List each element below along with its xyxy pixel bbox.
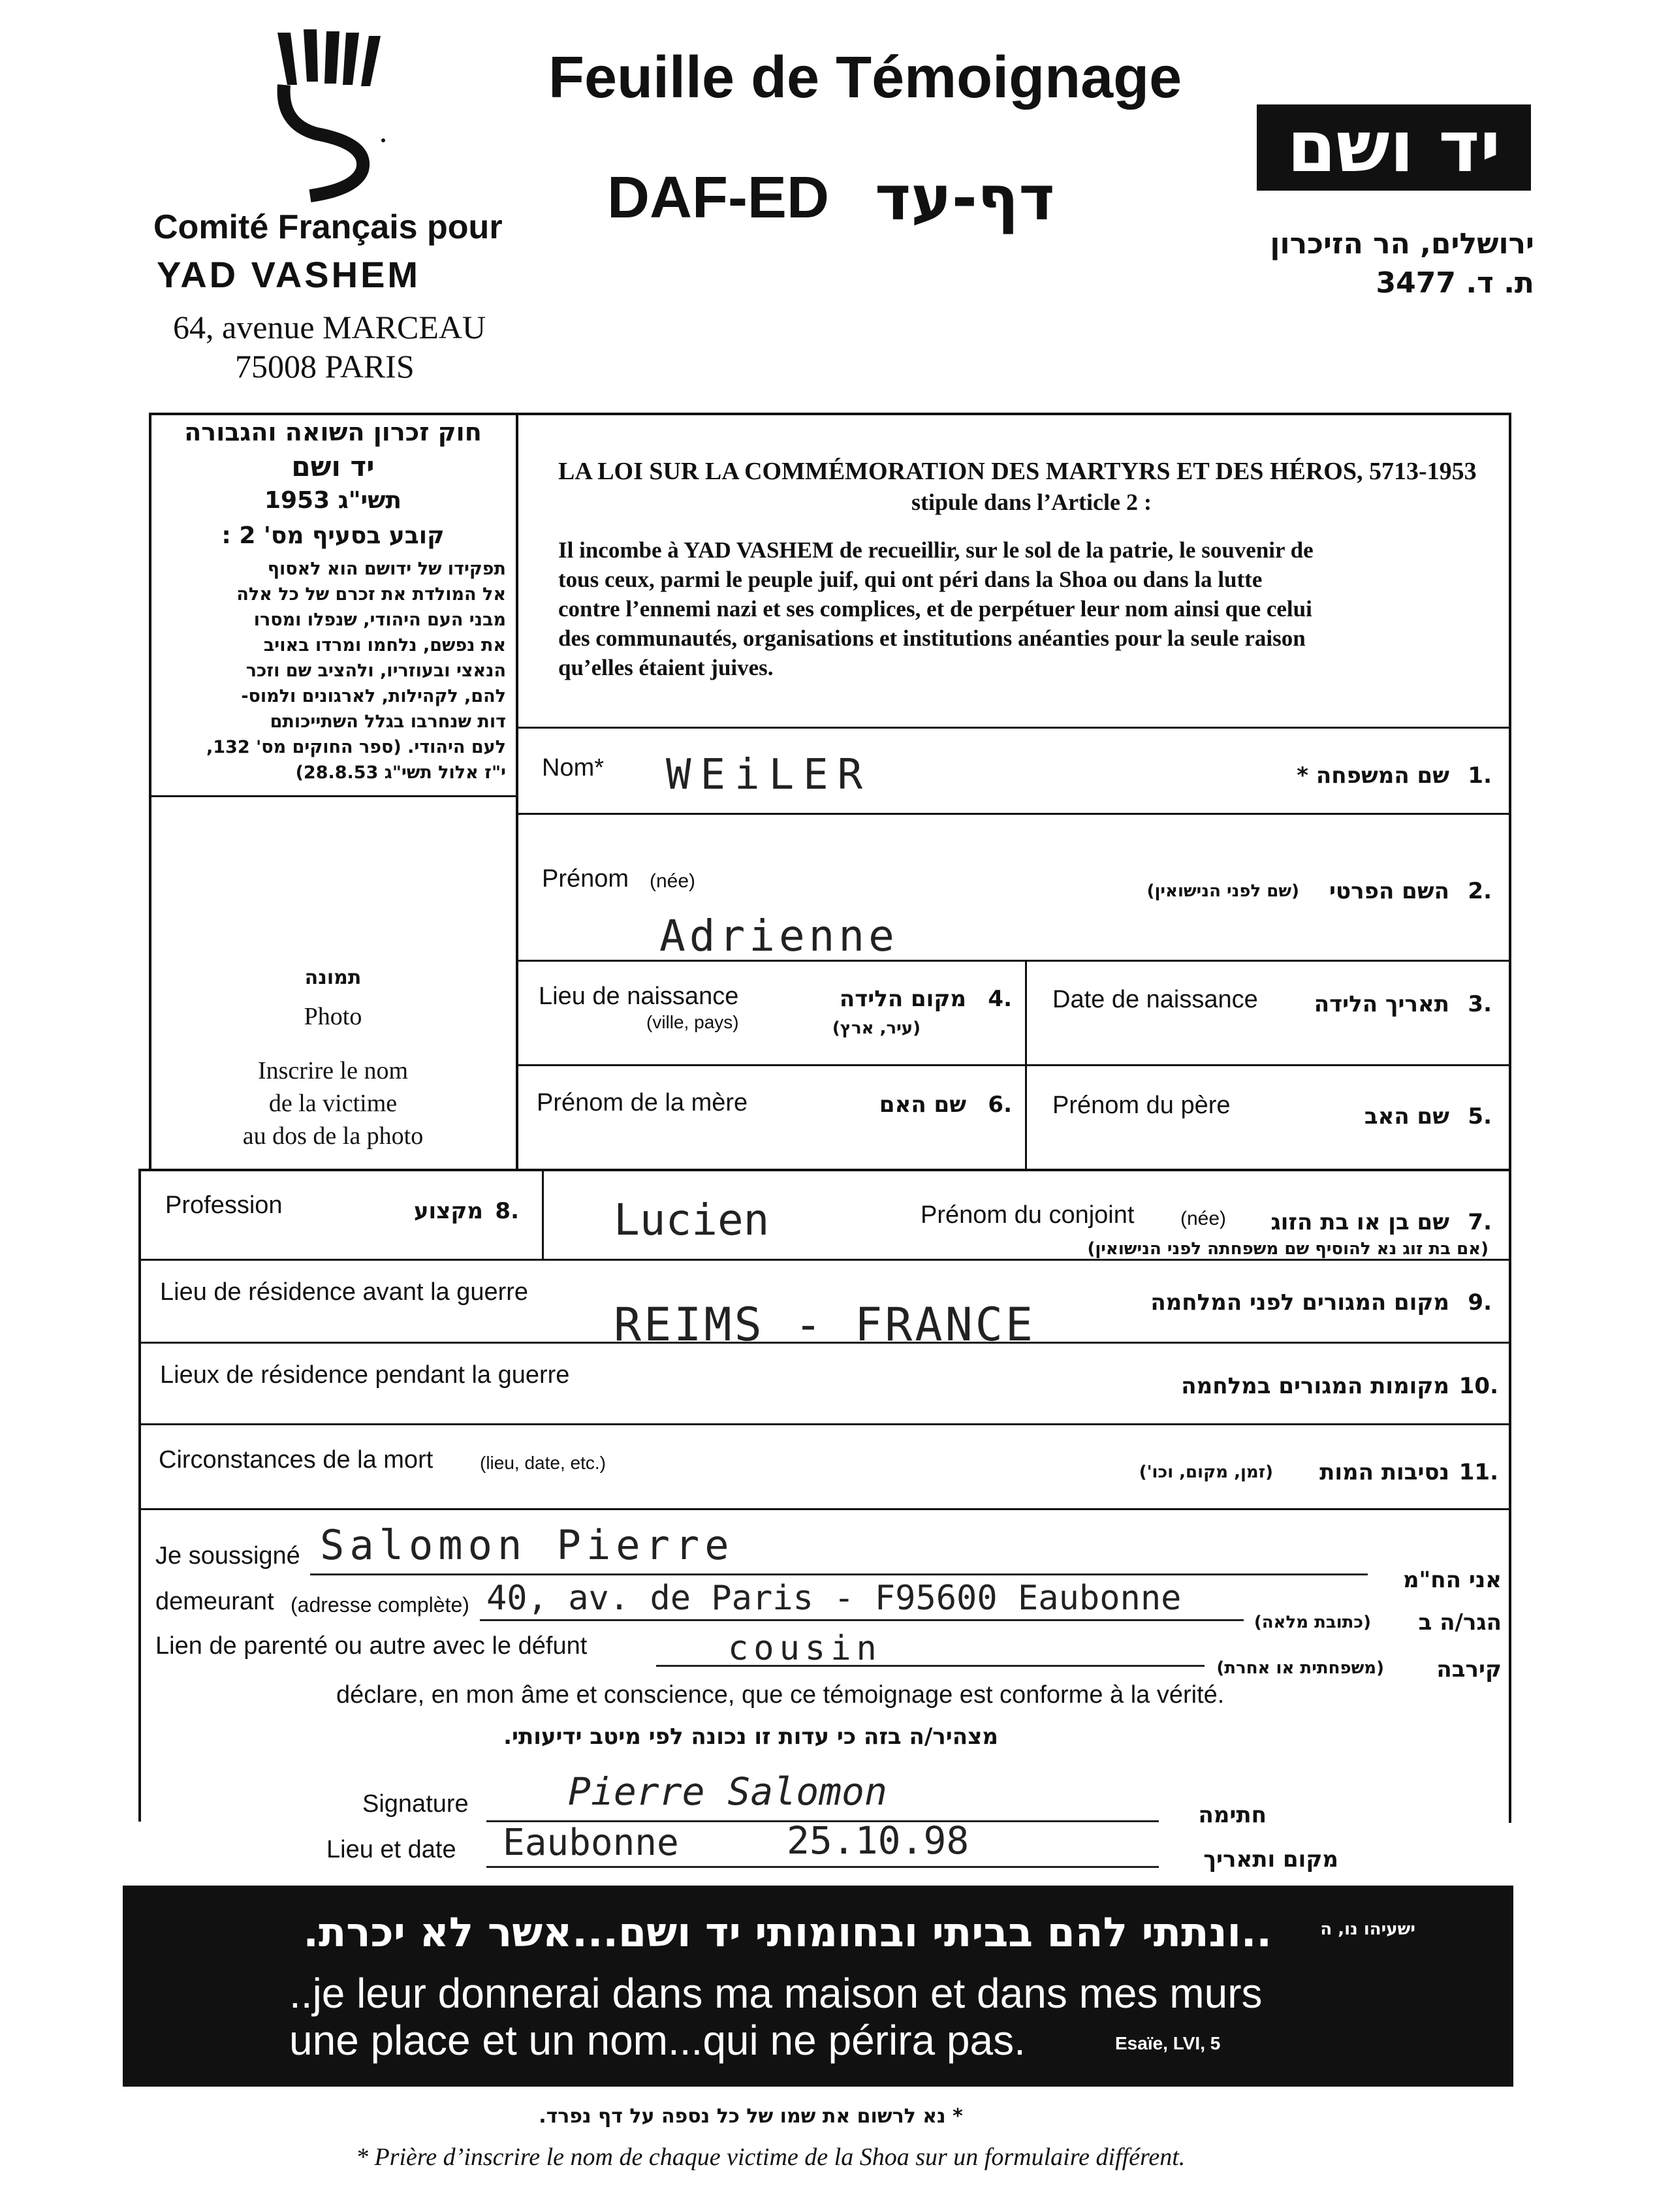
law-body-line: דות שנחרבו בגלל השתייכותם xyxy=(270,712,506,732)
committee-line1: Comité Français pour xyxy=(153,208,503,246)
photo-label: Photo xyxy=(304,1003,362,1030)
law-body-line: הנאצי ובעוזריו, ולהציב שם וזכר xyxy=(245,661,506,681)
mort-hebrew: נסיבות המות xyxy=(1319,1459,1449,1485)
nom-value[interactable]: WEiLER xyxy=(666,751,872,799)
law-fr-line: qu’elles étaient juives. xyxy=(558,655,774,680)
lieu-naissance-hebrew: מקום הלידה xyxy=(839,986,966,1012)
lieu-date-label: Lieu et date xyxy=(326,1836,456,1863)
conjoint-num: .7 xyxy=(1468,1209,1492,1235)
prenom-label: Prénom xyxy=(542,865,629,893)
lieu-date-place[interactable]: Eaubonne xyxy=(503,1822,679,1864)
soussigne-label: Je soussigné xyxy=(155,1542,300,1570)
mort-sub: (lieu, date, etc.) xyxy=(480,1453,606,1473)
law-hebrew-body xyxy=(160,556,506,785)
avant-guerre-value[interactable]: REIMS - FRANCE xyxy=(614,1298,1036,1351)
date-naissance-label: Date de naissance xyxy=(1052,986,1258,1013)
pendant-guerre-num: .10 xyxy=(1458,1373,1498,1399)
law-hebrew-line4: קובע בסעיף מס' 2 : xyxy=(221,522,445,549)
demeurant-hebrew-sub: (כתובת מלאה) xyxy=(1253,1613,1371,1632)
lien-value[interactable]: cousin xyxy=(728,1629,882,1668)
banner-french-line2: une place et un nom...qui ne périra pas. xyxy=(289,2017,1026,2064)
law-body-line: י"ז אלול תשי"ג 28.8.53) xyxy=(295,763,506,783)
lien-hebrew: קירבה xyxy=(1436,1656,1502,1683)
declare-hebrew: מצהיר/ה בזה כי עדות זו נכונה לפי מיטב ידיעותי. xyxy=(503,1724,998,1750)
daf-ed-hebrew: דף-עד xyxy=(875,163,1055,234)
banner-french-line1: ..je leur donnerai dans ma maison et dans mes murs xyxy=(289,1970,1263,2017)
photo-note2: de la victime xyxy=(268,1090,398,1117)
banner-hebrew-ref: ישעיהו נו, ה xyxy=(1320,1920,1415,1939)
committee-line2: YAD VASHEM xyxy=(157,254,421,295)
pendant-guerre-hebrew: מקומות המגורים במלחמה xyxy=(1181,1373,1449,1399)
lieu-naissance-label: Lieu de naissance xyxy=(539,983,739,1010)
mort-label: Circonstances de la mort xyxy=(159,1446,433,1474)
nom-hebrew: שם המשפחה * xyxy=(1297,763,1449,789)
lieu-date-hebrew: מקום ותאריך xyxy=(1203,1846,1338,1872)
footer-french-note: * Prière d’inscrire le nom de chaque victime de la Shoa sur un formulaire différent. xyxy=(356,2143,1186,2171)
law-hebrew-line1: חוק זכרון השואה והגבורה xyxy=(184,418,482,447)
lieu-naissance-num: .4 xyxy=(988,986,1012,1012)
conjoint-nee: (née) xyxy=(1180,1208,1227,1229)
verse-banner xyxy=(123,1886,1513,2087)
date-naissance-num: .3 xyxy=(1468,991,1492,1017)
lieu-naissance-hebrew-sub: (עיר, ארץ) xyxy=(832,1019,921,1038)
lien-hebrew-sub: (משפחתית או אחרת) xyxy=(1216,1658,1384,1678)
pere-hebrew: שם האב xyxy=(1364,1103,1449,1130)
law-body-line: תפקידו של ידושם הוא לאסוף xyxy=(267,559,506,579)
law-body-line: אל המולדת את זכרם של כל אלה xyxy=(236,584,506,605)
profession-num: .8 xyxy=(495,1198,519,1224)
demeurant-sub: (adresse complète) xyxy=(291,1593,469,1617)
daf-ed-label: DAF-ED xyxy=(607,165,829,230)
banner-french-ref: Esaïe, LVI, 5 xyxy=(1115,2033,1221,2053)
pobox-line: ת. ד. 3477 xyxy=(1376,266,1534,300)
signature-hebrew: חתימה xyxy=(1198,1802,1267,1828)
demeurant-value[interactable]: 40, av. de Paris - F95600 Eaubonne xyxy=(486,1579,1182,1618)
profession-hebrew: מקצוע xyxy=(413,1198,483,1224)
conjoint-hebrew: שם בן או בת הזוג xyxy=(1270,1209,1449,1235)
banner-hebrew-verse: ..ונתתי להם בביתי ובחומותי יד ושם...אשר לא יכרת. xyxy=(303,1908,1272,1956)
law-fr-line: Il incombe à YAD VASHEM de recueillir, sur le sol de la patrie, le souvenir de xyxy=(558,537,1314,563)
law-fr-line: tous ceux, parmi le peuple juif, qui ont péri dans la Shoa ou dans la lutte xyxy=(558,567,1263,592)
pere-num: .5 xyxy=(1468,1103,1492,1130)
soussigne-value[interactable]: Salomon Pierre xyxy=(320,1521,734,1569)
footer-hebrew-note: * נא לרשום את שמו של כל נספה על דף נפרד. xyxy=(539,2105,963,2128)
nom-num: .1 xyxy=(1468,763,1492,789)
law-body-line: להם, לקהילות, לארגונים ולמוס- xyxy=(241,686,506,706)
address-line1: 64, avenue MARCEAU xyxy=(173,309,486,345)
law-fr-line: des communautés, organisations et institutions anéanties pour la seule raison xyxy=(558,625,1306,651)
demeurant-label: demeurant xyxy=(155,1588,274,1615)
prenom-hebrew: השם הפרטי xyxy=(1329,878,1449,904)
law-fr-title: LA LOI SUR LA COMMÉMORATION DES MARTYRS ET DES HÉROS, 5713-1953 xyxy=(558,458,1477,485)
conjoint-hebrew-note: (אם בת זוג נא להוסיף שם משפחתה לפני הנישואין) xyxy=(1087,1239,1489,1259)
law-fr-line: contre l’ennemi nazi et ses complices, et de perpétuer leur nom ainsi que celui xyxy=(558,596,1312,622)
pendant-guerre-label: Lieux de résidence pendant la guerre xyxy=(160,1361,570,1389)
conjoint-value[interactable]: Lucien xyxy=(614,1195,770,1245)
prenom-num: .2 xyxy=(1468,878,1492,904)
mere-hebrew: שם האם xyxy=(879,1092,966,1118)
signature-label: Signature xyxy=(362,1790,469,1818)
date-naissance-hebrew: תאריך הלידה xyxy=(1314,991,1449,1017)
avant-guerre-num: .9 xyxy=(1468,1289,1492,1316)
signature-value[interactable]: Pierre Salomon xyxy=(568,1769,887,1814)
lien-label: Lien de parenté ou autre avec le défunt xyxy=(155,1632,588,1660)
demeurant-hebrew: הגר/ה ב xyxy=(1418,1609,1502,1635)
photo-hebrew: תמונה xyxy=(304,966,362,989)
photo-note3: au dos de la photo xyxy=(242,1122,424,1150)
law-hebrew-line2: יד ושם xyxy=(291,450,375,482)
prenom-value[interactable]: Adrienne xyxy=(659,911,898,961)
mort-hebrew-sub: (זמן, מקום, וכו') xyxy=(1139,1462,1273,1482)
page-title: Feuille de Témoignage xyxy=(548,45,1182,110)
yad-vashem-logo: יד ושם xyxy=(1257,104,1531,191)
mere-label: Prénom de la mère xyxy=(537,1089,748,1116)
avant-guerre-hebrew: מקום המגורים לפני המלחמה xyxy=(1150,1289,1449,1316)
jerusalem-line: ירושלים, הר הזיכרון xyxy=(1270,227,1534,261)
conjoint-label: Prénom du conjoint xyxy=(921,1201,1135,1229)
profession-label: Profession xyxy=(165,1192,283,1219)
law-hebrew-line3: תשי"ג 1953 xyxy=(264,487,402,514)
avant-guerre-label: Lieu de résidence avant la guerre xyxy=(160,1278,529,1306)
menorah-logo xyxy=(271,26,402,202)
lieu-date-date[interactable]: 25.10.98 xyxy=(787,1818,969,1863)
mere-num: .6 xyxy=(988,1092,1012,1118)
mort-num: .11 xyxy=(1458,1459,1498,1485)
law-fr-subtitle: stipule dans l’Article 2 : xyxy=(911,489,1152,515)
prenom-nee: (née) xyxy=(650,870,696,892)
photo-note1: Inscrire le nom xyxy=(257,1057,409,1084)
law-body-line: את נפשם, נלחמו ומרדו באויב xyxy=(263,635,506,656)
lieu-naissance-sub: (ville, pays) xyxy=(646,1012,739,1032)
soussigne-hebrew: אני הח"מ xyxy=(1402,1567,1502,1593)
declare-line: déclare, en mon âme et conscience, que ce témoignage est conforme à la vérité. xyxy=(336,1681,1225,1709)
address-line2: 75008 PARIS xyxy=(235,348,415,385)
law-body-line: לעם היהודי. (ספר החוקים מס' 132, xyxy=(206,737,506,757)
law-body-line: מבני העם היהודי, שנפלו ומסרו xyxy=(253,610,506,630)
prenom-hebrew-note: (שם לפני הנישואין) xyxy=(1146,881,1299,901)
nom-label: Nom* xyxy=(542,754,605,782)
pere-label: Prénom du père xyxy=(1052,1092,1231,1119)
law-fr-body xyxy=(558,535,1498,682)
